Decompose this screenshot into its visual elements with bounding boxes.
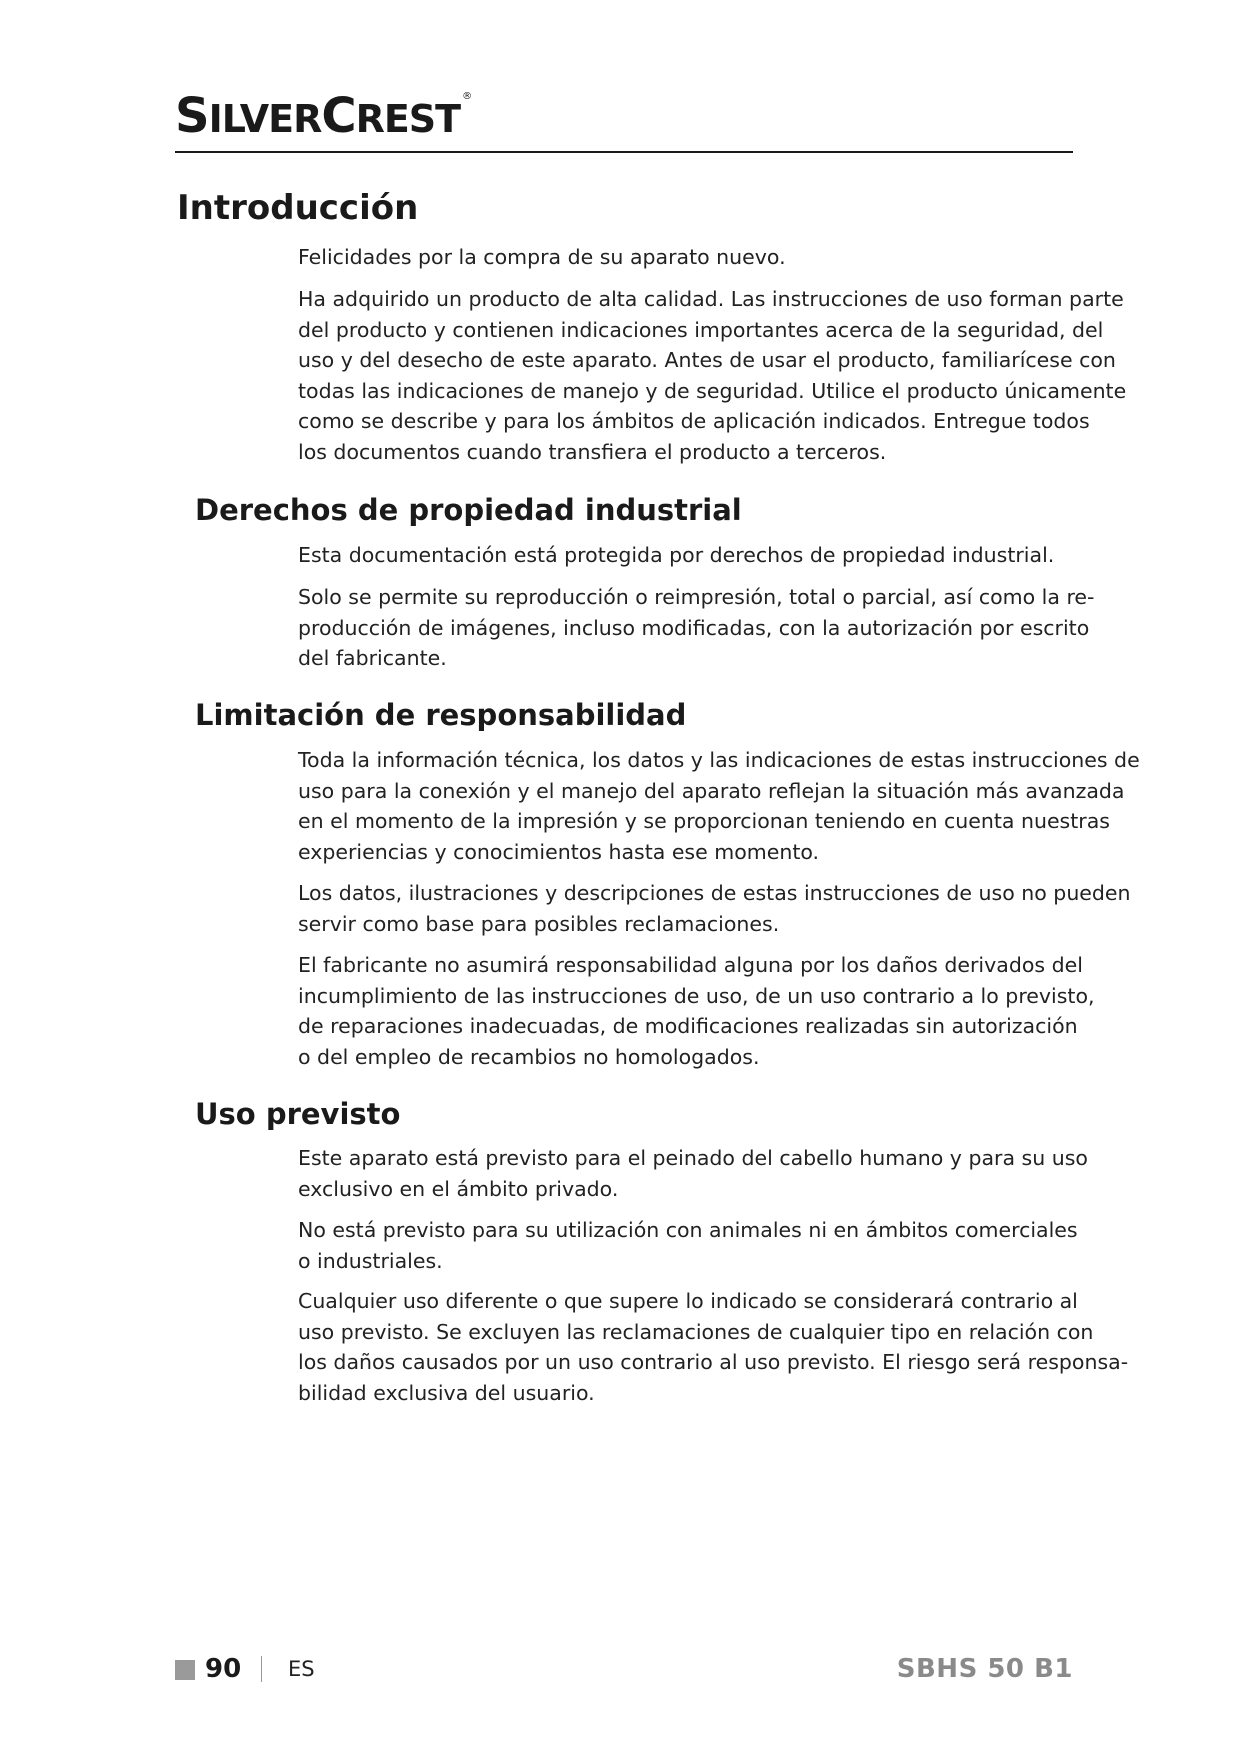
paragraph [298, 745, 1140, 867]
text-line: Este aparato está previsto para el peinado del cabello humano y para su uso [298, 1146, 1088, 1170]
text-line: Toda la información técnica, los datos y las indicaciones de estas instrucciones de [298, 748, 1140, 772]
text-line: del fabricante. [298, 646, 447, 670]
text-line: incumplimiento de las instrucciones de uso, de un uso contrario a lo previsto, [298, 983, 1095, 1008]
text-line: o del empleo de recambios no homologados. [298, 1044, 760, 1069]
model-number: SBHS 50 B1 [896, 1654, 1073, 1684]
text-line: todas las indicaciones de manejo y de seguridad. Utilice el producto únicamente [298, 378, 1127, 403]
text-line: Felicidades por la compra de su aparato nuevo. [298, 245, 786, 269]
text-line: uso y del desecho de este aparato. Antes de usar el producto, familiarícese con [298, 348, 1116, 372]
page-footer [175, 1652, 1073, 1688]
text-line: No está previsto para su utilización con animales ni en ámbitos comerciales [298, 1218, 1078, 1242]
text-line: como se describe y para los ámbitos de aplicación indicados. Entregue todos [298, 409, 1090, 433]
paragraph [298, 1143, 1088, 1204]
paragraph [298, 242, 1078, 273]
text-line: Los datos, ilustraciones y descripciones de estas instrucciones de uso no pueden [298, 881, 1131, 905]
section-title-derechos: Derechos de propiedad industrial [195, 493, 742, 527]
page-number: 90 [205, 1654, 242, 1684]
logo-registered-mark: ® [462, 91, 472, 102]
paragraph [298, 582, 1095, 674]
paragraph [298, 878, 1131, 939]
logo-c: C [321, 88, 356, 144]
text-line: Esta documentación está protegida por derechos de propiedad industrial. [298, 543, 1055, 567]
text-line: del producto y contienen indicaciones importantes acerca de la seguridad, del [298, 317, 1104, 342]
logo-s: S [175, 88, 209, 144]
paragraph [298, 1286, 1129, 1408]
text-line: Cualquier uso diferente o que supere lo indicado se considerará contrario al [298, 1289, 1078, 1313]
text-line: experiencias y conocimientos hasta ese momento. [298, 839, 820, 864]
section-title-limitacion: Limitación de responsabilidad [195, 698, 687, 732]
text-line: Ha adquirido un producto de alta calidad. Las instrucciones de uso forman parte [298, 287, 1124, 311]
footer-separator [261, 1656, 262, 1682]
section-title-introduccion: Introducción [177, 188, 419, 228]
text-line: en el momento de la impresión y se proporcionan teniendo en cuenta nuestras [298, 809, 1110, 833]
text-line: El fabricante no asumirá responsabilidad alguna por los daños derivados del [298, 953, 1083, 977]
text-line: bilidad exclusiva del usuario. [298, 1380, 595, 1405]
text-line: o industriales. [298, 1248, 443, 1273]
section-title-uso-previsto: Uso previsto [195, 1097, 401, 1131]
text-line: producción de imágenes, incluso modificadas, con la autorización por escrito [298, 615, 1090, 640]
text-line: los daños causados por un uso contrario al uso previsto. El riesgo será responsa- [298, 1350, 1129, 1374]
logo-rest: REST [355, 97, 461, 141]
logo-ilver: ILVER [208, 97, 322, 141]
paragraph [298, 540, 1078, 571]
text-line: uso previsto. Se excluyen las reclamaciones de cualquier tipo en relación con [298, 1319, 1094, 1344]
paragraph [298, 284, 1127, 467]
text-line: uso para la conexión y el manejo del aparato reflejan la situación más avanzada [298, 778, 1125, 803]
language-code: ES [288, 1657, 315, 1681]
text-line: exclusivo en el ámbito privado. [298, 1176, 619, 1201]
text-line: servir como base para posibles reclamaciones. [298, 911, 780, 936]
text-line: los documentos cuando transfiera el producto a terceros. [298, 439, 887, 464]
footer-square-icon [175, 1660, 195, 1680]
paragraph [298, 1215, 1078, 1276]
silvercrest-logo [175, 88, 472, 144]
header-divider [175, 151, 1073, 153]
text-line: de reparaciones inadecuadas, de modificaciones realizadas sin autorización [298, 1014, 1078, 1038]
paragraph [298, 950, 1095, 1072]
text-line: Solo se permite su reproducción o reimpresión, total o parcial, así como la re- [298, 585, 1095, 609]
